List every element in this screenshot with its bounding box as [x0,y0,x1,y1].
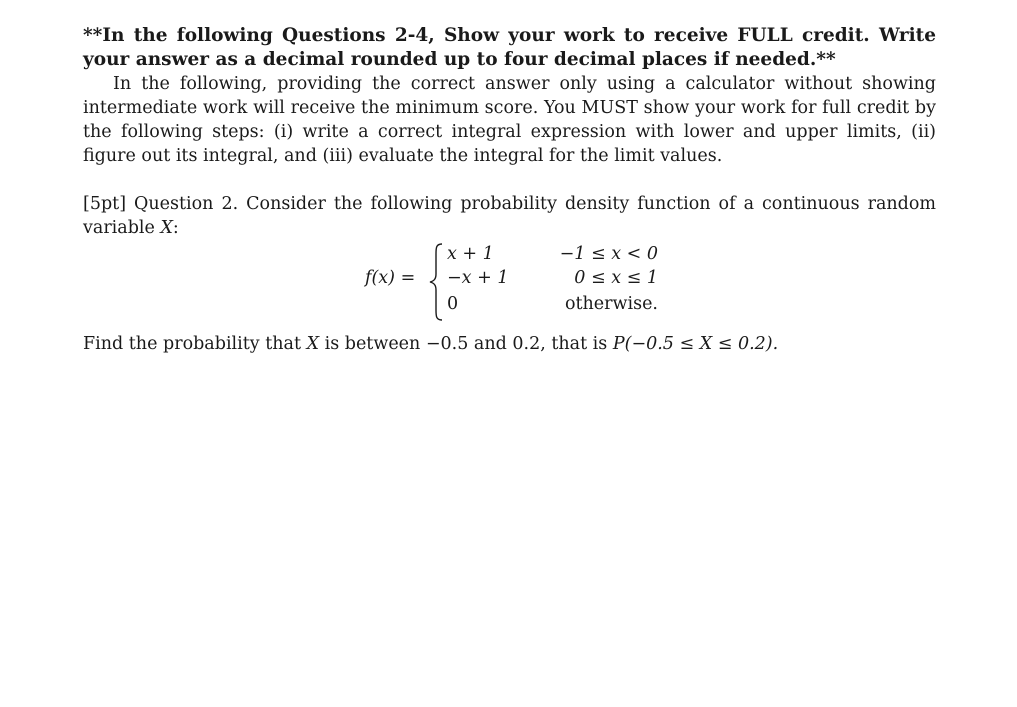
task-text-before: Find the probability that [83,334,301,354]
question-2-task [83,332,936,356]
case-1-condition: −1 ≤ x < 0 [559,244,658,264]
task-probability-expression: P(−0.5 ≤ X ≤ 0.2). [612,334,779,354]
instructions-heading: **In the following Questions 2-4, Show your work to receive FULL credit. Write your answer as a decimal rounded up to four decimal places if needed.** [83,25,936,70]
question-2-prompt [83,192,936,240]
task-variable: X [306,334,320,354]
case-2-expression: −x + 1 [447,268,509,288]
question-label: Question 2. [134,194,239,214]
document-page [83,24,936,356]
instructions-body: In the following, providing the correct answer only using a calculator without showing intermediate work will receive the minimum score. You MUST show your work for full credit by the following steps: (i) write a correct integral expression with lower and upper limits, (ii) figure out its integral, and (iii) evaluate the integral for the limit values. [83,74,936,166]
random-variable: X [160,218,173,238]
task-text-middle: is between −0.5 and 0.2, that is [324,334,608,354]
case-3-expression: 0 [447,294,459,314]
question-prompt-text: Consider the following probability density function of a continuous random variable [83,194,936,238]
pdf-definition [83,242,936,324]
pdf-lhs: f(x) = [365,268,416,288]
left-brace-icon [428,242,446,322]
case-2-condition: 0 ≤ x ≤ 1 [574,268,658,288]
case-3-condition: otherwise. [564,294,658,314]
prompt-colon: : [172,218,179,238]
case-1-expression: x + 1 [447,244,494,264]
question-points: [5pt] [83,194,127,214]
